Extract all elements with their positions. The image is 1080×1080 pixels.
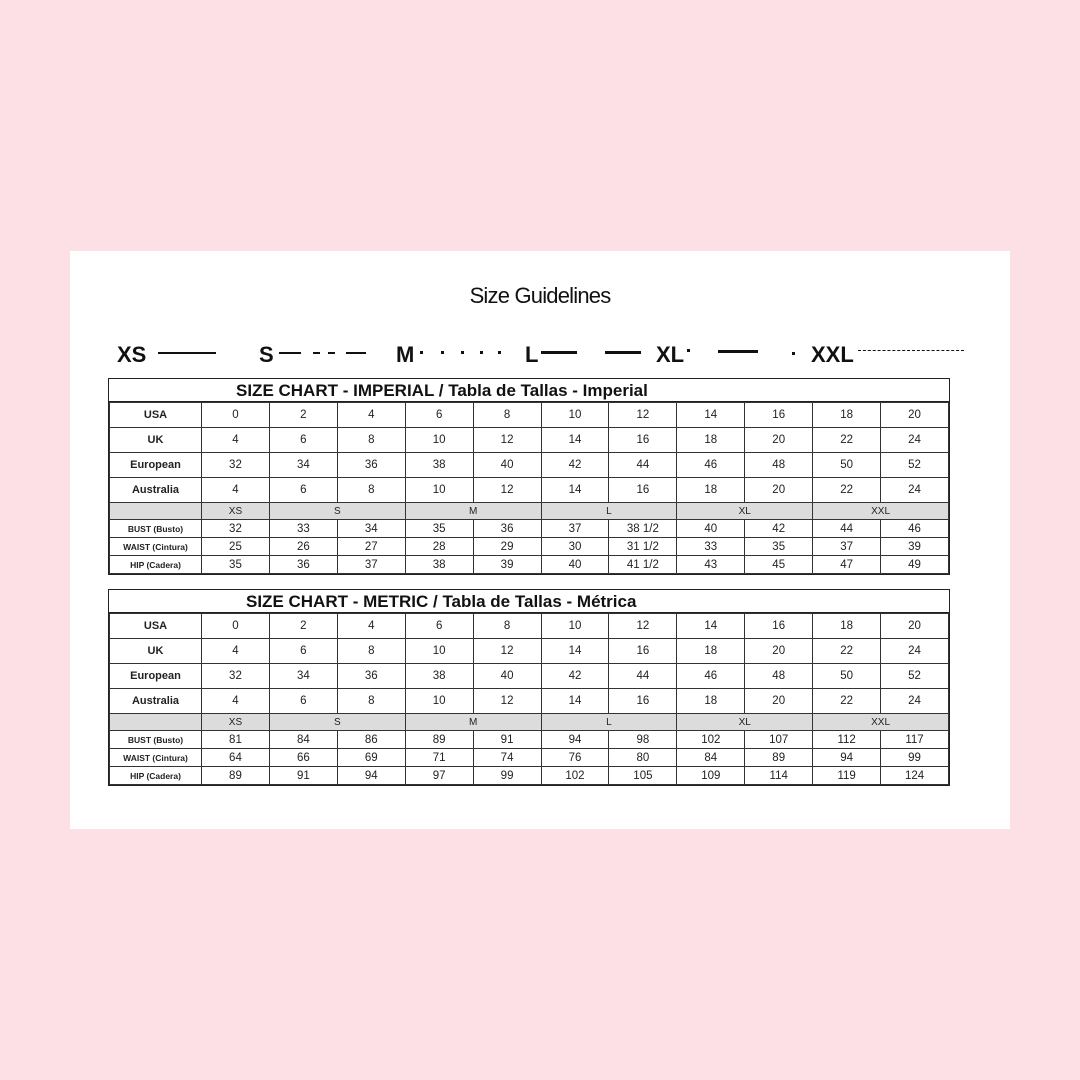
table-cell: 8 bbox=[337, 478, 405, 503]
table-cell: 12 bbox=[473, 428, 541, 453]
row-label: UK bbox=[110, 428, 202, 453]
table-cell: 4 bbox=[202, 689, 270, 714]
table-cell: 14 bbox=[677, 614, 745, 639]
table-cell: 64 bbox=[202, 749, 270, 767]
table-cell: 36 bbox=[269, 556, 337, 574]
table-cell: 27 bbox=[337, 538, 405, 556]
table-cell: 22 bbox=[813, 689, 881, 714]
measurement-row bbox=[110, 538, 949, 556]
row-label: BUST (Busto) bbox=[110, 731, 202, 749]
legend-m-dot bbox=[420, 351, 423, 354]
measurement-row bbox=[110, 556, 949, 574]
table-row bbox=[110, 478, 949, 503]
row-label: USA bbox=[110, 403, 202, 428]
table-cell: 14 bbox=[541, 639, 609, 664]
size-group-cell: M bbox=[405, 503, 541, 520]
table-cell: 8 bbox=[473, 614, 541, 639]
table-cell: 4 bbox=[202, 428, 270, 453]
row-label: WAIST (Cintura) bbox=[110, 538, 202, 556]
table-cell: 18 bbox=[677, 478, 745, 503]
size-group-row bbox=[110, 714, 949, 731]
table-cell: 4 bbox=[337, 614, 405, 639]
table-cell: 124 bbox=[881, 767, 949, 785]
table-cell: 0 bbox=[202, 614, 270, 639]
table-row bbox=[110, 428, 949, 453]
size-group-row bbox=[110, 503, 949, 520]
table-cell: 50 bbox=[813, 453, 881, 478]
table-cell: 33 bbox=[269, 520, 337, 538]
row-label: HIP (Cadera) bbox=[110, 556, 202, 574]
table-cell: 37 bbox=[337, 556, 405, 574]
metric-table bbox=[109, 613, 949, 785]
table-cell: 69 bbox=[337, 749, 405, 767]
table-cell: 8 bbox=[337, 689, 405, 714]
legend-m-dot bbox=[480, 351, 483, 354]
table-cell: 10 bbox=[405, 639, 473, 664]
table-cell: 46 bbox=[677, 453, 745, 478]
table-cell: 4 bbox=[337, 403, 405, 428]
table-cell: 4 bbox=[202, 478, 270, 503]
table-cell: 50 bbox=[813, 664, 881, 689]
table-cell: 41 1/2 bbox=[609, 556, 677, 574]
table-cell: 52 bbox=[881, 664, 949, 689]
legend-m-dot bbox=[461, 351, 464, 354]
table-cell: 36 bbox=[337, 453, 405, 478]
table-cell: 46 bbox=[677, 664, 745, 689]
table-cell: 6 bbox=[269, 428, 337, 453]
table-cell: 45 bbox=[745, 556, 813, 574]
size-group-cell: S bbox=[269, 503, 405, 520]
legend-xl-dot bbox=[792, 352, 795, 355]
measurement-row bbox=[110, 520, 949, 538]
table-cell: 40 bbox=[677, 520, 745, 538]
table-cell: 48 bbox=[745, 453, 813, 478]
imperial-table-body bbox=[110, 403, 949, 574]
table-cell: 0 bbox=[202, 403, 270, 428]
metric-table-body bbox=[110, 614, 949, 785]
table-cell: 42 bbox=[541, 453, 609, 478]
table-cell: 94 bbox=[813, 749, 881, 767]
table-cell: 6 bbox=[405, 403, 473, 428]
table-cell: 38 1/2 bbox=[609, 520, 677, 538]
table-cell: 12 bbox=[473, 639, 541, 664]
table-cell: 37 bbox=[813, 538, 881, 556]
table-cell: 10 bbox=[405, 428, 473, 453]
measurement-row bbox=[110, 767, 949, 785]
row-label: UK bbox=[110, 639, 202, 664]
legend-xl-dot bbox=[687, 349, 690, 352]
table-cell: 8 bbox=[473, 403, 541, 428]
table-cell: 32 bbox=[202, 520, 270, 538]
table-cell: 98 bbox=[609, 731, 677, 749]
size-group-cell: XXL bbox=[813, 503, 949, 520]
table-cell: 14 bbox=[541, 689, 609, 714]
table-cell: 36 bbox=[473, 520, 541, 538]
table-cell: 2 bbox=[269, 614, 337, 639]
row-label: European bbox=[110, 453, 202, 478]
metric-chart-title: SIZE CHART - METRIC / Tabla de Tallas - Métrica bbox=[109, 590, 949, 613]
table-cell: 102 bbox=[677, 731, 745, 749]
table-cell: 109 bbox=[677, 767, 745, 785]
table-cell: 84 bbox=[677, 749, 745, 767]
metric-size-chart bbox=[108, 589, 950, 786]
page-title: Size Guidelines bbox=[469, 283, 611, 308]
size-group-cell: XL bbox=[677, 503, 813, 520]
table-cell: 37 bbox=[541, 520, 609, 538]
table-cell: 38 bbox=[405, 453, 473, 478]
size-group-cell: XS bbox=[202, 503, 270, 520]
table-cell: 10 bbox=[541, 614, 609, 639]
table-cell: 86 bbox=[337, 731, 405, 749]
table-row bbox=[110, 689, 949, 714]
size-group-cell: XL bbox=[677, 714, 813, 731]
table-cell: 94 bbox=[541, 731, 609, 749]
table-cell: 20 bbox=[881, 403, 949, 428]
table-cell: 16 bbox=[609, 639, 677, 664]
table-cell: 16 bbox=[609, 428, 677, 453]
table-cell: 97 bbox=[405, 767, 473, 785]
table-cell: 46 bbox=[881, 520, 949, 538]
table-cell: 114 bbox=[745, 767, 813, 785]
row-label: European bbox=[110, 664, 202, 689]
table-cell: 49 bbox=[881, 556, 949, 574]
table-cell: 107 bbox=[745, 731, 813, 749]
table-cell: 12 bbox=[473, 689, 541, 714]
legend-s-line bbox=[346, 352, 366, 354]
table-cell: 12 bbox=[609, 614, 677, 639]
row-label: USA bbox=[110, 614, 202, 639]
size-group-cell: L bbox=[541, 714, 677, 731]
legend-xxl-dash bbox=[858, 350, 964, 351]
table-cell: 44 bbox=[813, 520, 881, 538]
table-cell: 8 bbox=[337, 428, 405, 453]
table-cell: 20 bbox=[745, 689, 813, 714]
table-cell: 74 bbox=[473, 749, 541, 767]
table-cell: 8 bbox=[337, 639, 405, 664]
table-row bbox=[110, 664, 949, 689]
table-cell: 117 bbox=[881, 731, 949, 749]
size-group-cell: XXL bbox=[813, 714, 949, 731]
table-cell: 10 bbox=[405, 689, 473, 714]
table-cell: 34 bbox=[269, 664, 337, 689]
table-cell: 91 bbox=[473, 731, 541, 749]
legend-s-dash bbox=[313, 352, 320, 354]
table-cell: 16 bbox=[745, 403, 813, 428]
table-cell: 52 bbox=[881, 453, 949, 478]
table-cell: 24 bbox=[881, 639, 949, 664]
table-cell: 2 bbox=[269, 403, 337, 428]
imperial-size-chart bbox=[108, 378, 950, 575]
table-cell: 48 bbox=[745, 664, 813, 689]
table-cell: 16 bbox=[609, 689, 677, 714]
table-cell: 18 bbox=[677, 689, 745, 714]
measurement-row bbox=[110, 749, 949, 767]
table-cell: 66 bbox=[269, 749, 337, 767]
size-group-cell: L bbox=[541, 503, 677, 520]
table-cell: 24 bbox=[881, 478, 949, 503]
table-cell: 20 bbox=[745, 428, 813, 453]
table-cell: 20 bbox=[745, 478, 813, 503]
legend-l-line bbox=[605, 351, 641, 354]
table-cell: 112 bbox=[813, 731, 881, 749]
table-cell: 81 bbox=[202, 731, 270, 749]
table-cell: 76 bbox=[541, 749, 609, 767]
legend-s-line bbox=[279, 352, 301, 354]
legend-xxl: XXL bbox=[811, 342, 854, 367]
table-cell: 94 bbox=[337, 767, 405, 785]
table-cell: 40 bbox=[473, 453, 541, 478]
table-cell: 35 bbox=[745, 538, 813, 556]
table-cell: 14 bbox=[541, 478, 609, 503]
table-cell: 40 bbox=[473, 664, 541, 689]
table-cell: 84 bbox=[269, 731, 337, 749]
legend-m-dot bbox=[498, 351, 501, 354]
table-cell: 43 bbox=[677, 556, 745, 574]
table-cell: 39 bbox=[473, 556, 541, 574]
row-label: HIP (Cadera) bbox=[110, 767, 202, 785]
measurement-row bbox=[110, 731, 949, 749]
table-cell: 38 bbox=[405, 556, 473, 574]
table-cell: 22 bbox=[813, 639, 881, 664]
table-cell: 10 bbox=[405, 478, 473, 503]
row-label: WAIST (Cintura) bbox=[110, 749, 202, 767]
table-cell: 6 bbox=[269, 639, 337, 664]
size-group-cell: XS bbox=[202, 714, 270, 731]
table-cell: 33 bbox=[677, 538, 745, 556]
imperial-table bbox=[109, 402, 949, 574]
blank-cell bbox=[110, 503, 202, 520]
table-cell: 6 bbox=[269, 689, 337, 714]
legend-l-line bbox=[541, 351, 577, 354]
table-row bbox=[110, 614, 949, 639]
table-cell: 39 bbox=[881, 538, 949, 556]
legend-xs: XS bbox=[117, 342, 147, 367]
imperial-chart-title: SIZE CHART - IMPERIAL / Tabla de Tallas - Imperial bbox=[109, 379, 949, 402]
legend-xs-line bbox=[158, 352, 216, 354]
table-cell: 40 bbox=[541, 556, 609, 574]
table-cell: 35 bbox=[405, 520, 473, 538]
table-row bbox=[110, 453, 949, 478]
table-cell: 44 bbox=[609, 453, 677, 478]
row-label: BUST (Busto) bbox=[110, 520, 202, 538]
size-group-cell: M bbox=[405, 714, 541, 731]
table-cell: 25 bbox=[202, 538, 270, 556]
table-cell: 31 1/2 bbox=[609, 538, 677, 556]
table-cell: 22 bbox=[813, 478, 881, 503]
legend-m-dot bbox=[441, 351, 444, 354]
table-cell: 12 bbox=[609, 403, 677, 428]
table-cell: 18 bbox=[677, 639, 745, 664]
table-cell: 32 bbox=[202, 664, 270, 689]
table-cell: 38 bbox=[405, 664, 473, 689]
table-cell: 119 bbox=[813, 767, 881, 785]
table-cell: 102 bbox=[541, 767, 609, 785]
table-cell: 12 bbox=[473, 478, 541, 503]
table-cell: 29 bbox=[473, 538, 541, 556]
table-cell: 6 bbox=[269, 478, 337, 503]
row-label: Australia bbox=[110, 689, 202, 714]
legend-xl: XL bbox=[656, 342, 685, 367]
table-cell: 4 bbox=[202, 639, 270, 664]
table-cell: 35 bbox=[202, 556, 270, 574]
table-cell: 18 bbox=[813, 403, 881, 428]
table-cell: 24 bbox=[881, 689, 949, 714]
table-cell: 89 bbox=[405, 731, 473, 749]
table-cell: 71 bbox=[405, 749, 473, 767]
table-cell: 89 bbox=[745, 749, 813, 767]
table-cell: 18 bbox=[813, 614, 881, 639]
table-cell: 26 bbox=[269, 538, 337, 556]
table-cell: 6 bbox=[405, 614, 473, 639]
legend-m: M bbox=[396, 342, 415, 367]
legend-s-dash bbox=[328, 352, 335, 354]
legend-l: L bbox=[525, 342, 539, 367]
table-cell: 30 bbox=[541, 538, 609, 556]
table-cell: 99 bbox=[473, 767, 541, 785]
table-cell: 47 bbox=[813, 556, 881, 574]
table-cell: 24 bbox=[881, 428, 949, 453]
table-cell: 32 bbox=[202, 453, 270, 478]
table-cell: 22 bbox=[813, 428, 881, 453]
table-row bbox=[110, 639, 949, 664]
table-cell: 99 bbox=[881, 749, 949, 767]
table-cell: 42 bbox=[745, 520, 813, 538]
table-cell: 14 bbox=[677, 403, 745, 428]
table-row bbox=[110, 403, 949, 428]
table-cell: 36 bbox=[337, 664, 405, 689]
table-cell: 34 bbox=[269, 453, 337, 478]
table-cell: 44 bbox=[609, 664, 677, 689]
table-cell: 16 bbox=[609, 478, 677, 503]
table-cell: 89 bbox=[202, 767, 270, 785]
table-cell: 10 bbox=[541, 403, 609, 428]
table-cell: 20 bbox=[745, 639, 813, 664]
table-cell: 14 bbox=[541, 428, 609, 453]
table-cell: 34 bbox=[337, 520, 405, 538]
legend-xl-line bbox=[718, 350, 758, 353]
size-legend bbox=[113, 340, 973, 370]
table-cell: 80 bbox=[609, 749, 677, 767]
table-cell: 16 bbox=[745, 614, 813, 639]
legend-s: S bbox=[259, 342, 274, 367]
blank-cell bbox=[110, 714, 202, 731]
table-cell: 20 bbox=[881, 614, 949, 639]
table-cell: 91 bbox=[269, 767, 337, 785]
table-cell: 42 bbox=[541, 664, 609, 689]
table-cell: 28 bbox=[405, 538, 473, 556]
row-label: Australia bbox=[110, 478, 202, 503]
table-cell: 18 bbox=[677, 428, 745, 453]
size-group-cell: S bbox=[269, 714, 405, 731]
table-cell: 105 bbox=[609, 767, 677, 785]
